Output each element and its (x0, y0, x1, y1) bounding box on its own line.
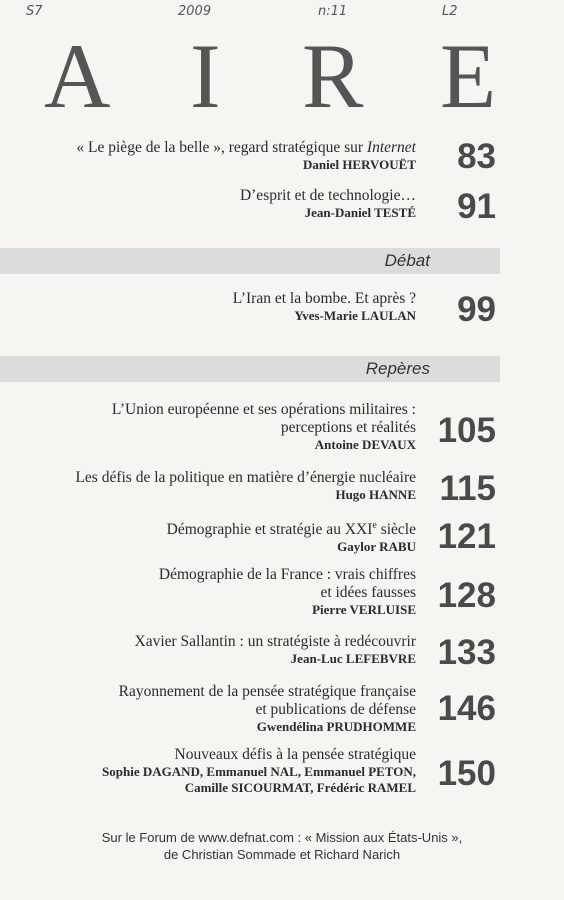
handwritten-note: n:11 (318, 4, 348, 19)
section-header-reperes (0, 356, 500, 382)
entry-author: Gaylor RABU (337, 539, 416, 555)
entry-author: Pierre VERLUISE (312, 602, 416, 617)
page-number: 150 (437, 754, 496, 793)
page-number: 128 (437, 576, 496, 615)
footer-line: de Christian Sommade et Richard Narich (163, 847, 401, 862)
entry-author: Antoine DEVAUX (314, 437, 416, 452)
footer-note (0, 829, 564, 863)
entry-title-line: Démographie de la France : vrais chiffres (158, 566, 416, 583)
entry-author: Camille SICOURMAT, Frédéric RAMEL (184, 780, 416, 795)
entry-title: Les défis de la politique en matière d’énergie nucléaire (75, 469, 416, 486)
handwritten-note: 2009 (178, 4, 212, 19)
page-number: 121 (437, 517, 496, 556)
entry-title-line: et idées fausses (320, 584, 416, 601)
masthead-letter: A (44, 25, 111, 127)
handwritten-note: S7 (26, 4, 43, 19)
masthead-letter: R (302, 25, 364, 127)
entry-title-line: perceptions et réalités (280, 419, 416, 436)
entry-author: Hugo HANNE (335, 487, 416, 502)
page-number: 105 (437, 411, 496, 450)
page-number: 146 (437, 689, 496, 728)
masthead-letter: E (440, 25, 497, 127)
entry-title: D’esprit et de technologie… (239, 187, 416, 204)
footer-line: Sur le Forum de www.defnat.com : « Mission aux États-Unis », (101, 830, 463, 845)
journal-masthead (0, 25, 564, 127)
entry-title-line: Rayonnement de la pensée stratégique française (118, 683, 416, 700)
entry-title: « Le piège de la belle », regard stratégique sur Internet (76, 139, 416, 156)
section-header-label: Repères (365, 359, 430, 378)
entry-title: Démographie et stratégie au XXIe siècle (166, 520, 416, 539)
entry-author: Gwendélina PRUDHOMME (256, 719, 416, 734)
page-number: 99 (457, 290, 496, 329)
page-number: 133 (437, 633, 496, 672)
entry-title: Nouveaux défis à la pensée stratégique (174, 746, 416, 763)
entry-title: Xavier Sallantin : un stratégiste à redécouvrir (134, 633, 416, 650)
section-header-label: Débat (384, 251, 430, 270)
entry-title-line: et publications de défense (255, 701, 416, 718)
entry-author: Jean-Daniel TESTÉ (304, 205, 416, 220)
page-number: 115 (439, 469, 496, 508)
entry-author: Jean-Luc LEFEBVRE (290, 651, 416, 666)
handwritten-note: L2 (442, 4, 458, 19)
page-number: 91 (457, 187, 496, 226)
entry-author: Sophie DAGAND, Emmanuel NAL, Emmanuel PETON, (102, 764, 416, 779)
section-header-debat (0, 248, 500, 274)
masthead-letter: I (190, 25, 221, 127)
entry-author: Daniel HERVOUËT (302, 157, 416, 172)
entry-title: L’Iran et la bombe. Et après ? (232, 290, 416, 307)
entry-author: Yves-Marie LAULAN (294, 308, 416, 323)
entry-title-line: L’Union européenne et ses opérations militaires : (111, 401, 416, 418)
page-number: 83 (457, 137, 496, 176)
